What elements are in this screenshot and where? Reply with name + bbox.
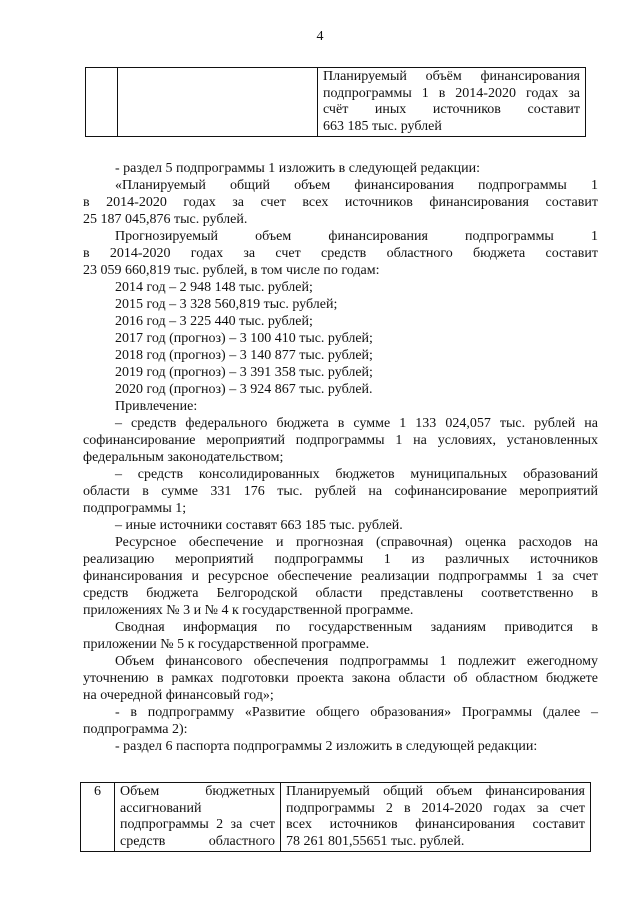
year-line: 2017 год (прогноз) – 3 100 410 тыс. рублей; [115, 331, 373, 346]
summary-line: приложении № 5 к государственной программе. [83, 637, 370, 652]
summary-line: Сводная информация по государственным заданиям приводится в [115, 620, 598, 635]
top-table-label-cell [118, 68, 318, 137]
bottom-table-value-cell [281, 783, 591, 852]
volume-line: на очередной финансовый год»; [83, 688, 274, 703]
municipal-budget-line: области в сумме 331 176 тыс. рублей на софинансирование мероприятий [83, 484, 598, 499]
federal-budget-line: софинансирование мероприятий подпрограммы 1 на условиях, установленных [83, 433, 598, 448]
year-line: 2016 год – 3 225 440 тыс. рублей; [115, 314, 313, 329]
resource-line: средств бюджета Белгородской области представлены соответственно в [83, 586, 598, 601]
bottom-table-number-cell: 6 [81, 783, 115, 852]
bottom-table-label-cell [115, 783, 281, 852]
resource-line: реализацию мероприятий подпрограммы 1 из различных источников [83, 552, 598, 567]
year-line: 2015 год – 3 328 560,819 тыс. рублей; [115, 297, 338, 312]
bottom-table-label-line: Объем бюджетных [120, 784, 275, 799]
federal-budget-line: федеральным законодательством; [83, 450, 284, 465]
paragraph-total-line: «Планируемый общий объем финансирования подпрограммы 1 [115, 178, 598, 193]
attraction-heading: Привлечение: [115, 399, 198, 414]
volume-line: Объем финансового обеспечения подпрограммы 1 подлежит ежегодному [115, 654, 598, 669]
municipal-budget-line: – средств консолидированных бюджетов муниципальных образований [115, 467, 598, 482]
bottom-table-value-line: подпрограммы 2 в 2014-2020 годах за счет [286, 800, 585, 816]
bottom-table-value-line: всех источников финансирования составит [286, 817, 585, 832]
subprogram2-line: - в подпрограмму «Развитие общего образования» Программы (далее – [115, 705, 598, 720]
bottom-table-label-line: подпрограммы 2 за счет [120, 817, 275, 832]
subprogram2-line: подпрограмма 2): [83, 722, 188, 737]
year-line: 2020 год (прогноз) – 3 924 867 тыс. рублей. [115, 382, 373, 397]
volume-line: уточнению в рамках подготовки проекта закона области об областном бюджете [83, 671, 598, 686]
bottom-table-label-line: средств областного [120, 833, 275, 849]
paragraph-section5: - раздел 5 подпрограммы 1 изложить в следующей редакции: [115, 161, 481, 176]
document-body [83, 160, 598, 755]
year-line: 2019 год (прогноз) – 3 391 358 тыс. рублей; [115, 365, 373, 380]
top-table-line: 663 185 тыс. рублей [323, 118, 442, 134]
bottom-table-label-line: ассигнований [120, 800, 202, 816]
other-sources-line: – иные источники составят 663 185 тыс. рублей. [115, 518, 403, 533]
bottom-table-value-line: Планируемый общий объем финансирования [286, 784, 585, 799]
paragraph-total-line: 25 187 045,876 тыс. рублей. [83, 212, 248, 227]
bottom-table [80, 782, 591, 852]
top-table-line: подпрограммы 1 в 2014-2020 годах за [323, 85, 580, 101]
year-line: 2018 год (прогноз) – 3 140 877 тыс. рублей; [115, 348, 373, 363]
resource-line: финансирования и ресурсное обеспечение реализации подпрограммы 1 за счет [83, 569, 598, 584]
paragraph-forecast-line: 23 059 660,819 тыс. рублей, в том числе по годам: [83, 263, 380, 278]
top-table [85, 67, 586, 137]
paragraph-total-line: в 2014-2020 годах за счет всех источников финансирования составит [83, 195, 598, 210]
paragraph-forecast-line: в 2014-2020 годах за счет средств областного бюджета составит [83, 246, 598, 261]
resource-line: Ресурсное обеспечение и прогнозная (справочная) оценка расходов на [115, 535, 598, 550]
federal-budget-line: – средств федерального бюджета в сумме 1 133 024,057 тыс. рублей на [115, 416, 598, 431]
resource-line: приложениях № 3 и № 4 к государственной программе. [83, 603, 414, 618]
municipal-budget-line: подпрограммы 1; [83, 501, 187, 516]
section6-line: - раздел 6 паспорта подпрограммы 2 изложить в следующей редакции: [115, 739, 538, 754]
bottom-table-value-line: 78 261 801,55651 тыс. рублей. [286, 833, 465, 849]
top-table-line: Планируемый объём финансирования [323, 69, 580, 84]
page-number: 4 [316, 29, 324, 44]
top-table-value-cell [318, 68, 586, 137]
top-table-line: счёт иных источников составит [323, 102, 580, 117]
top-table-number-cell [86, 68, 118, 137]
paragraph-forecast-line: Прогнозируемый объем финансирования подпрограммы 1 [115, 229, 598, 244]
year-line: 2014 год – 2 948 148 тыс. рублей; [115, 280, 313, 295]
